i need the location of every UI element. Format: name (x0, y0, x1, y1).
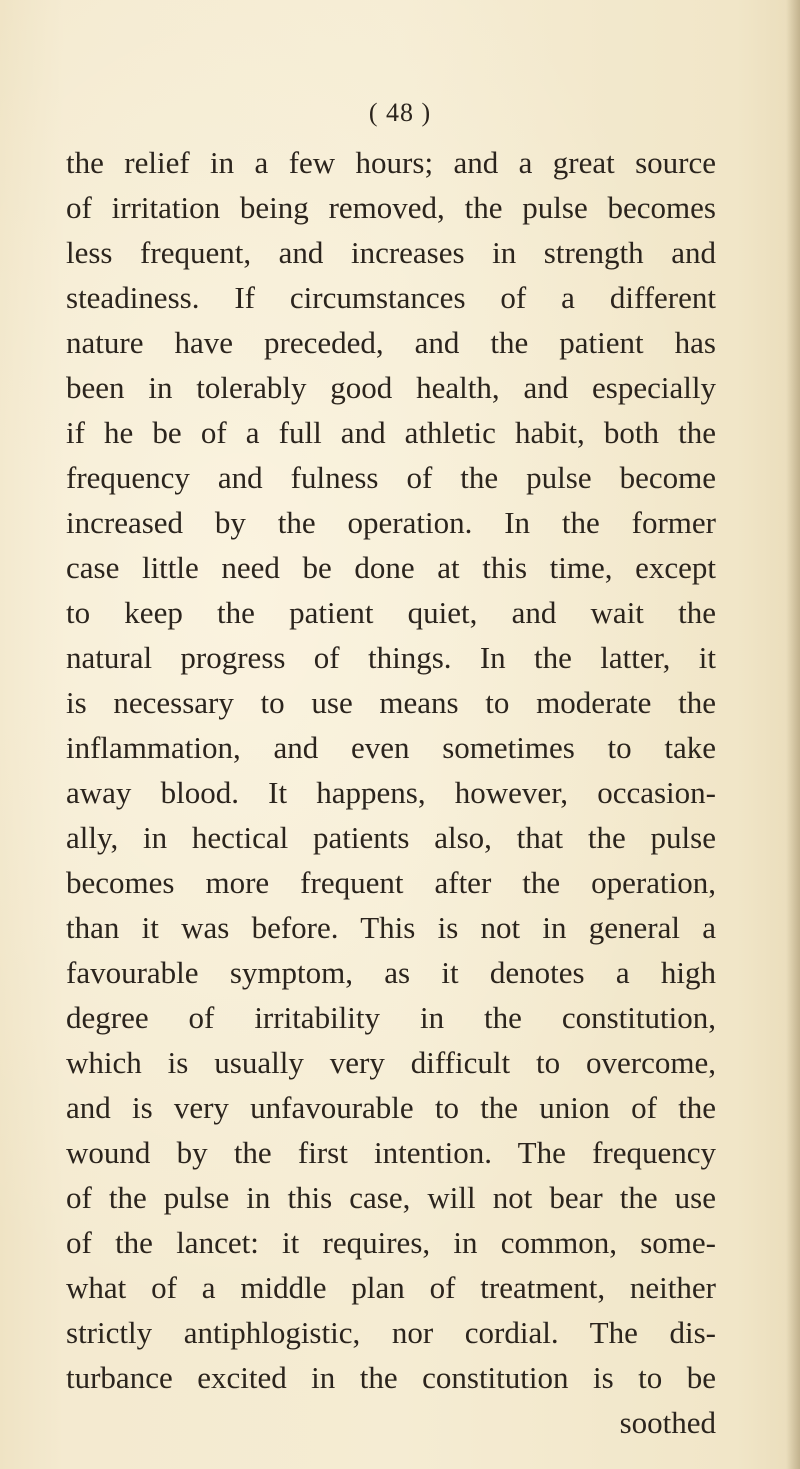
text-line: degree of irritability in the constitution, (66, 1000, 716, 1035)
text-line: if he be of a full and athletic habit, both the (66, 415, 716, 450)
text-line: steadiness. If circumstances of a different (66, 280, 716, 315)
page-number: ( 48 ) (368, 98, 432, 127)
text-line: to keep the patient quiet, and wait the (66, 595, 716, 630)
text-line: nature have preceded, and the patient has (66, 325, 716, 360)
text-line: increased by the operation. In the former (66, 505, 716, 540)
text-line: frequency and fulness of the pulse become (66, 460, 716, 495)
text-line: inflammation, and even sometimes to take (66, 730, 716, 765)
text-line: less frequent, and increases in strength and (66, 235, 716, 270)
text-line: case little need be done at this time, except (66, 550, 716, 585)
text-line: what of a middle plan of treatment, neither (66, 1270, 716, 1305)
text-line: the relief in a few hours; and a great source (66, 145, 716, 180)
text-line: which is usually very difficult to overcome, (66, 1045, 716, 1080)
text-line: strictly antiphlogistic, nor cordial. The dis- (66, 1315, 716, 1350)
text-line: natural progress of things. In the latter, it (66, 640, 716, 675)
text-line: than it was before. This is not in general a (66, 910, 716, 945)
text-line: wound by the first intention. The frequency (66, 1135, 716, 1170)
text-line: becomes more frequent after the operation, (66, 865, 716, 900)
body-text (66, 140, 716, 1445)
text-line: of irritation being removed, the pulse becomes (66, 190, 716, 225)
text-line: been in tolerably good health, and especially (66, 370, 716, 405)
text-line: and is very unfavourable to the union of the (66, 1090, 716, 1125)
catchword: soothed (619, 1405, 716, 1440)
text-line: ally, in hectical patients also, that the pulse (66, 820, 716, 855)
page-edge-shadow (786, 0, 800, 1469)
text-line: turbance excited in the constitution is to be (66, 1360, 716, 1395)
text-line: is necessary to use means to moderate the (66, 685, 716, 720)
text-line: favourable symptom, as it denotes a high (66, 955, 716, 990)
text-line: of the lancet: it requires, in common, some- (66, 1225, 716, 1260)
text-line: of the pulse in this case, will not bear the use (66, 1180, 716, 1215)
text-line: away blood. It happens, however, occasion- (66, 775, 716, 810)
